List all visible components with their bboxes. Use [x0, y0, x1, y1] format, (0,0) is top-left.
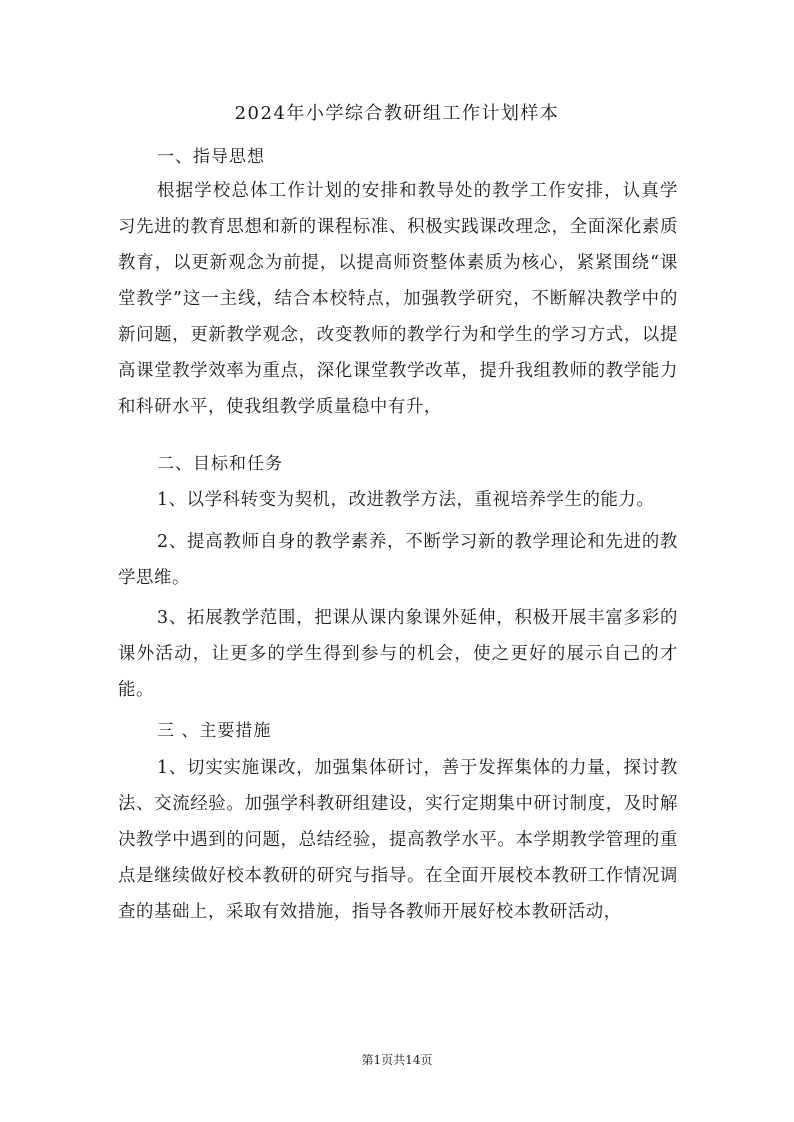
list-item-goal-3: 3、拓展教学范围，把课从课内象课外延伸，积极开展丰富多彩的课外活动，让更多的学生得到参与的机会，使之更好的展示自己的才能。 [118, 608, 678, 700]
section-heading-guiding-ideology: 一、指导思想 [157, 147, 265, 167]
list-item-goal-2: 2、提高教师自身的教学素养，不断学习新的教学理论和先进的教学思维。 [118, 532, 678, 588]
section-heading-goals-tasks: 二、目标和任务 [157, 454, 283, 474]
document-title: 2024年小学综合教研组工作计划样本 [234, 103, 560, 124]
page-number-footer: 第1页共14页 [361, 1053, 433, 1067]
paragraph-guiding-ideology: 根据学校总体工作计划的安排和教导处的教学工作安排，认真学习先进的教育思想和新的课程标准、积极实践课改理念，全面深化素质教育，以更新观念为前提，以提高师资整体素质为核心，紧紧围绕“课堂教学”这一主线，结合本校特点，加强教学研究，不断解决教学中的新问题，更新教学观念，改变教师的教学行为和学生的学习方式，以提高课堂教学效率为重点，深化课堂教学改革，提升我组教师的教学能力和科研水平，使我组教学质量稳中有升， [118, 181, 678, 417]
section-heading-main-measures: 三 、主要措施 [157, 721, 272, 741]
list-item-goal-1: 1、以学科转变为契机，改进教学方法，重视培养学生的能力。 [157, 490, 655, 510]
list-item-measure-1: 1、切实实施课改，加强集体研讨，善于发挥集体的力量，探讨教法、交流经验。加强学科教研组建设，实行定期集中研讨制度，及时解决教学中遇到的问题，总结经验，提高教学水平。本学期教学管理的重点是继续做好校本教研的研究与指导。在全面开展校本教研工作情况调查的基础上，采取有效措施，指导各教师开展好校本教研活动， [118, 758, 678, 922]
